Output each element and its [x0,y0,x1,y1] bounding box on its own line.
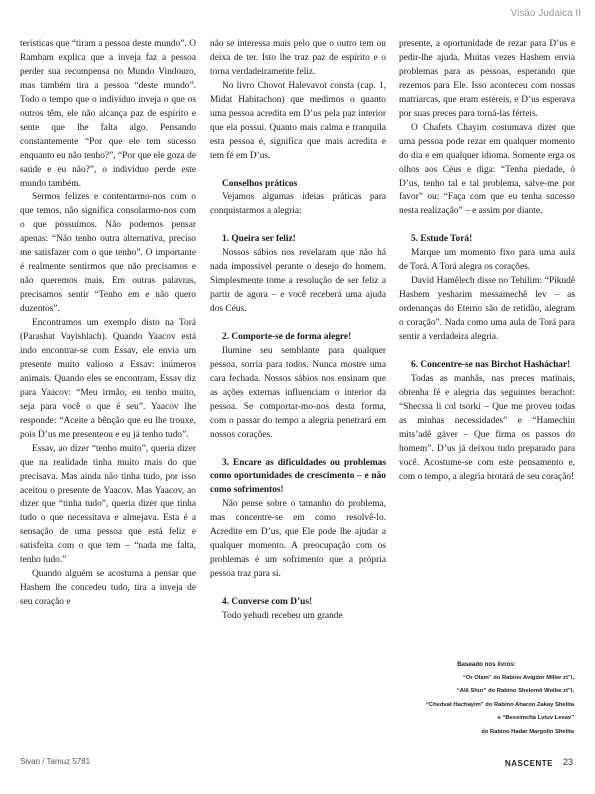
section-heading: Conselhos práticos [222,178,298,189]
tip-heading: 2. Comporte-se de forma alegre! [222,331,352,342]
references [399,658,574,739]
references-title: Baseado nos livros: [457,661,516,668]
magazine-logo: NASCENTE [505,759,554,768]
tip-heading: 3. Encare as dificuldades ou problemas como oportunidades de crescimento – e não como sofrimentos! [210,457,386,496]
text-column-1 [20,38,196,610]
paragraph: Todo yehudi recebeu um grande [222,611,343,621]
paragraph: Não pense sobre o tamanho do problema, mas concentre-se em como resolvê-lo. Acredite em D’us, que Ele pode lhe ajudar a qualquer momento. A preocupação com os problemas é um sofrimento que a própria pessoa traz para si. [210,499,386,580]
reference-line: do Rabino Hadar Margolin Shelita [481,728,574,735]
paragraph: Ilumine seu semblante para qualquer pessoa, sorria para todos. Nunca mostre uma cara fechada. Nossos sábios nos ensinam que as ações externas influenciam o interior da pessoa. Se comportar-mo-nos desta forma, com o passar do tempo a alegria penetrará em nossos corações. [210,345,386,440]
tip-heading: 6. Concentre-se nas Birchot Hasháchar! [411,359,571,370]
paragraph: terísticas que “tiram a pessoa deste mundo”. O Rambam explica que a inveja faz a pessoa perder sua recompensa no Mundo Vindouro, mas também tira a pessoa “deste mundo”. Todo o tempo que o indivíduo inveja o que os outros têm, ele não alcança paz de espírito e sente que lhe falta algo. Pensando constantemente “Por que ele tem sucesso enquanto eu não tenho?”, “Por que ele goza de saúde e eu não?”, o indivíduo perde este mundo também. [20,39,196,189]
tip-heading: 4. Converse com D’us! [222,597,313,608]
tip-heading: 1. Queira ser feliz! [222,234,296,245]
paragraph: O Chafets Chayim costumava dizer que uma pessoa pode rezar em qualquer momento do dia e em qualquer idioma. Somente erga os olhos aos Céus e diga: “Tenha piedade, ó D’us, tenho tal e tal problema, salve-me por favor” ou: “Faça com que eu tenha sucesso nesta realização” – e assim por diante. [399,122,575,217]
tip-heading: 5. Estude Torá! [411,234,473,245]
text-column-2 [210,38,386,624]
paragraph: Marque um momento fixo para uma aula de Torá. A Torá alegra os corações. [399,248,575,273]
paragraph: Essav, ao dizer “tenho muito”, queria dizer que na realidade tinha muito mais do que precisava. Mas ainda não tinha tudo, por isso aceitou o presente de Yaacov. Mas Yaacov, ao dizer que “tinha tudo”, queria dizer que tinha tudo o que necessitava e almejava. Esta é a sensação de uma pessoa que está feliz e satisfeita com o que tem – “nada me falta, tenho tudo.” [20,443,196,566]
reference-line: “Or Olam” do Rabino Avigdor Miller zt”l, [462,674,574,681]
reference-line: e “Bessimchá Lvtuv Levav” [497,715,574,721]
text-column-3 [399,38,575,484]
paragraph: David Hamêlech disse no Tehilim: “Pikudê Hashem yesharim messamechê lev – as ordenanças do Eterno são de retidão, alegram o coração”. Nada como uma aula de Torá para sentir a verdadeira alegria. [399,276,575,342]
page-number: 23 [562,757,573,767]
reference-line: “Chedvat Hachayim” do Rabino Aharon Zakay Shelita [426,701,574,708]
paragraph: não se interessa mais pelo que o outro tem ou deixa de ter. Isto lhe traz paz de espírito e o torna verdadeiramente feliz. [210,39,386,77]
paragraph: No livro Chovot Halevavot consta (cap. 1, Midat Habitachon) que medimos o quanto uma pessoa acredita em D’us pela paz interior que ela possui. Quanto mais calma e tranquila esta pessoa é, significa que mais acredita e tem fé em D’us. [210,80,386,161]
paragraph: Sermos felizes e contentarmo-nos com o que temos, não significa consolarmo-nos com o que possuímos. Não podemos pensar apenas: “Não tenho outra alternativa, preciso me satisfazer com o que tenho”. O importante é realmente sentirmos que não precisamos e não queremos mais. Em outras palavras, precisamos sentir “Tenho em e não quero duzentos”. [20,192,196,315]
paragraph: Encontramos um exemplo disto na Torá (Parashat Vayishlach). Quando Yaacov está indo encontrar-se com Essav, ele envia um presente muito valioso a Essav: inúmeros animais. Quando eles se encontram, Essav diz para Yaacov: “Meu irmão, eu tenho muito, seja para você o que é seu”. Yaacov lhe responde: “Aceite a bênção que eu lhe trouxe, pois D’us me presenteou e eu já tenho tudo”. [20,318,196,440]
issue-date: Sivan / Tamuz 5781 [20,757,91,766]
paragraph: Quando alguém se acostuma a pensar que Hashem lhe concedeu tudo, tira a inveja de seu coração e [20,569,196,608]
reference-line: “Alê Shur” do Rabino Shelomô Wolbe zt”l, [456,688,574,694]
paragraph: Todas as manhãs, nas preces matinais, obtenha fé e alegria das seguintes berachot: “Shecssa li col tsorki – Que me proveu todas as minhas necessidades” e “Hamechin mits’adê gáver – Que firma os passos do homem”. D’us já deixou tudo preparado para você. Acostume-se com este pensamento e, com o tempo, a alegria brotará de seu coração! [399,373,575,482]
section-header: Visão Judaica II [510,8,581,19]
paragraph: Vejamos algumas ideias práticas para conquistarmos a alegria: [210,192,386,217]
paragraph: Nossos sábios nos revelaram que não há nada impossível perante o desejo do homem. Simplesmente tome a resolução de ser feliz a partir de agora – e você receberá uma ajuda dos Céus. [210,248,386,315]
paragraph: presente, a oportunidade de rezar para D’us e pedir-lhe ajuda. Muitas vezes Hashem envia problemas para as pessoas, esperando que rezemos para Ele. Isso aconteceu com nossas matriarcas, que eram estéreis, e D’us esperava por suas preces para torná-las férteis. [399,39,575,119]
